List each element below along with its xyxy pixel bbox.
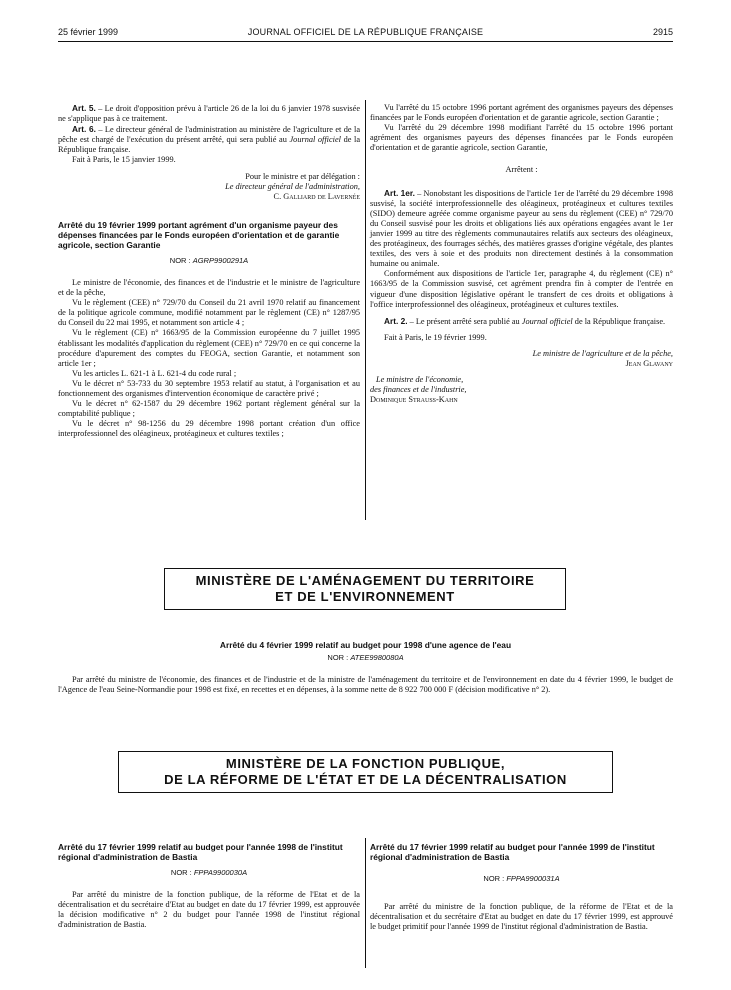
decree1-nor: NOR : AGRP9900291A bbox=[169, 255, 249, 265]
signature-line-1: Pour le ministre et par délégation : bbox=[245, 171, 360, 181]
column-divider-bottom bbox=[365, 838, 366, 968]
signature-2-title-2: des finances et de l'industrie, bbox=[370, 385, 467, 395]
decree4 bbox=[370, 842, 673, 932]
ministry-box-fonction-publique bbox=[118, 751, 613, 793]
decree1-vu-5: Vu le décret n° 98-1256 du 29 décembre 1998 portant création d'un office interprofessionnel des oléagineux, protéagineux et cultures textiles ; bbox=[58, 419, 360, 439]
header-rule bbox=[58, 41, 673, 42]
decree1-vu-0: Vu le règlement (CEE) n° 729/70 du Conseil du 21 avril 1970 relatif au financement de la politique agricole commune, modifié notamment par le règlement (CE) n° 1287/95 du Conseil du 22 mai 1995, et notamment son article 4 ; bbox=[58, 298, 360, 328]
decree1-intro: Le ministre de l'économie, des finances et de l'industrie et le ministre de l'agriculture et de la pêche, bbox=[58, 277, 360, 298]
decree2-nor: NOR : ATEE9980080A bbox=[327, 653, 404, 662]
decree2-title: Arrêté du 4 février 1999 relatif au budget pour 1998 d'une agence de l'eau bbox=[219, 640, 512, 650]
ministry-2-line-2: DE LA RÉFORME DE L'ÉTAT ET DE LA DÉCENTRALISATION bbox=[164, 772, 567, 787]
decree4-title: Arrêté du 17 février 1999 relatif au budget pour l'année 1999 de l'institut régional d'administration de Bastia bbox=[370, 842, 655, 862]
decree2-body: Par arrêté du ministre de l'économie, des finances et de l'industrie et de la ministre de l'aménagement du territoire et de l'environnement en date du 4 février 1999, le budget de l'Agence de l'eau Seine-Normandie pour 1998 est fixé, en recettes et en dépenses, à la somme nette de 8 922 700 000 F (décision modificative n° 2). bbox=[58, 675, 673, 695]
signature-1-title: Le ministre de l'agriculture et de la pêche, bbox=[532, 348, 673, 358]
decree1-vu-7: Vu l'arrêté du 29 décembre 1998 modifiant l'arrêté du 15 octobre 1996 portant agrément des organismes payeurs des dépenses financées par le Fonds européen d'orientation et de garantie agricole, section Garantie, bbox=[370, 123, 673, 153]
fait-paris-2: Fait à Paris, le 19 février 1999. bbox=[384, 332, 487, 342]
header-page-number: 2915 bbox=[652, 27, 673, 37]
decree4-nor: NOR : FPPA9900031A bbox=[483, 874, 560, 883]
signature-1-name: Jean Glavany bbox=[625, 358, 673, 368]
fait-paris-1: Fait à Paris, le 15 janvier 1999. bbox=[72, 155, 176, 165]
decree2 bbox=[58, 640, 673, 695]
decree1-vu-2: Vu les articles L. 621-1 à L. 621-4 du code rural ; bbox=[72, 368, 237, 378]
decree3-title: Arrêté du 17 février 1999 relatif au budget pour l'année 1998 de l'institut régional d'administration de Bastia bbox=[58, 842, 343, 862]
ministry-1-line-1: MINISTÈRE DE L'AMÉNAGEMENT DU TERRITOIRE bbox=[195, 573, 535, 588]
signature-2-title-1: Le ministre de l'économie, bbox=[376, 375, 464, 385]
decree1-vu-4: Vu le décret n° 62-1587 du 29 décembre 1962 portant règlement général sur la comptabilité publique ; bbox=[58, 399, 360, 419]
decree3 bbox=[58, 842, 360, 930]
header-date: 25 février 1999 bbox=[58, 27, 119, 37]
column-divider-top bbox=[365, 100, 366, 520]
decree1-vu-3: Vu le décret n° 53-733 du 30 septembre 1953 relatif au statut, à l'organisation et au fonctionnement des organismes d'intervention économique de caractère privé ; bbox=[58, 378, 360, 398]
decree3-body: Par arrêté du ministre de la fonction publique, de la réforme de l'Etat et de la décentralisation et du secrétaire d'Etat au budget en date du 17 février 1999, est approuvée la décision modificative n° 2 du budget pour l'année 1998 de l'institut régional d'administration de Bastia. bbox=[58, 890, 360, 930]
decree1-article-1-para2: Conformément aux dispositions de l'article 1er, paragraphe 4, du règlement (CE) n° 1663/95 de la Commission susvisé, cet agrément prendra fin à compter de l'entrée en vigueur d'une disposition législative opérant le transfert de ces droits et obligations à l'office interprofessionnel des oléagineux, protéagineux et cultures textiles. bbox=[370, 269, 673, 309]
decree3-nor: NOR : FPPA9900030A bbox=[170, 868, 248, 877]
ministry-1-line-2: ET DE L'ENVIRONNEMENT bbox=[275, 589, 455, 604]
decree1-vu-6: Vu l'arrêté du 15 octobre 1996 portant agrément des organismes payeurs des dépenses financées par le Fonds européen d'orientation et de garantie agricole, section Garantie ; bbox=[370, 103, 673, 123]
ministry-box-amenagement bbox=[164, 568, 566, 610]
article-6: Art. 6. – Le directeur général de l'administration au ministère de l'agriculture et de la pêche est chargé de l'exécution du présent arrêté, qui sera publié au Journal officiel de la République française. bbox=[58, 124, 361, 155]
header-title: JOURNAL OFFICIEL DE LA RÉPUBLIQUE FRANÇAISE bbox=[247, 27, 484, 37]
decree4-body: Par arrêté du ministre de la fonction publique, de la réforme de l'Etat et de la décentralisation et du secrétaire d'Etat au budget en date du 17 février 1999, est approuvé le budget primitif pour l'année 1999 de l'institut régional d'administration de Bastia. bbox=[370, 902, 673, 932]
arretent: Arrêtent : bbox=[505, 165, 538, 175]
right-column-top bbox=[370, 103, 673, 405]
decree1-vu-1: Vu le règlement (CE) n° 1663/95 de la Commission européenne du 7 juillet 1995 établissant les modalités d'application du règlement (CEE) n° 729/70 en ce qui concerne la procédure d'apurement des comptes du FEOGA, section Garantie, et notamment son article 1er ; bbox=[58, 328, 360, 368]
left-column-top bbox=[58, 103, 360, 439]
article-5: Art. 5. – Le droit d'opposition prévu à l'article 26 de la loi du 6 janvier 1978 susvisée ne s'applique pas à ce traitement. bbox=[58, 103, 361, 124]
decree1-article-1: Art. 1er. – Nonobstant les dispositions de l'article 1er de l'arrêté du 29 décembre 1998 susvisé, la société interprofessionnelle des oléagineux, protéagineux et cultures textiles (SIDO) demeure agréée comme organisme payeur au sens du règlement (CEE) n° 729/70 du Conseil susvisé pour les droits et obligations liés aux opérations engagées avant le 1er janvier 1999 au titre des règlements communautaires relatifs aux secteurs des oléagineux, des protéagineux, des fourrages séchés, des matières grasses d'origine végétale, des plantes textiles, des vers à soie et des produits non directement destinés à la consommation humaine ou animale. bbox=[370, 187, 673, 269]
decree1-title: Arrêté du 19 février 1999 portant agrément d'un organisme payeur des dépenses financées par le Fonds européen d'orientation et de garantie agricole, section Garantie bbox=[58, 219, 340, 250]
signature-line-2: Le directeur général de l'administration, bbox=[225, 181, 360, 191]
signature-name-1: C. Galliard de Lavernée bbox=[273, 191, 360, 201]
decree1-article-2: Art. 2. – Le présent arrêté sera publié au Journal officiel de la République française. bbox=[384, 315, 666, 326]
signature-2-name: Dominique Strauss-Kahn bbox=[370, 395, 458, 405]
ministry-2-line-1: MINISTÈRE DE LA FONCTION PUBLIQUE, bbox=[225, 756, 506, 771]
